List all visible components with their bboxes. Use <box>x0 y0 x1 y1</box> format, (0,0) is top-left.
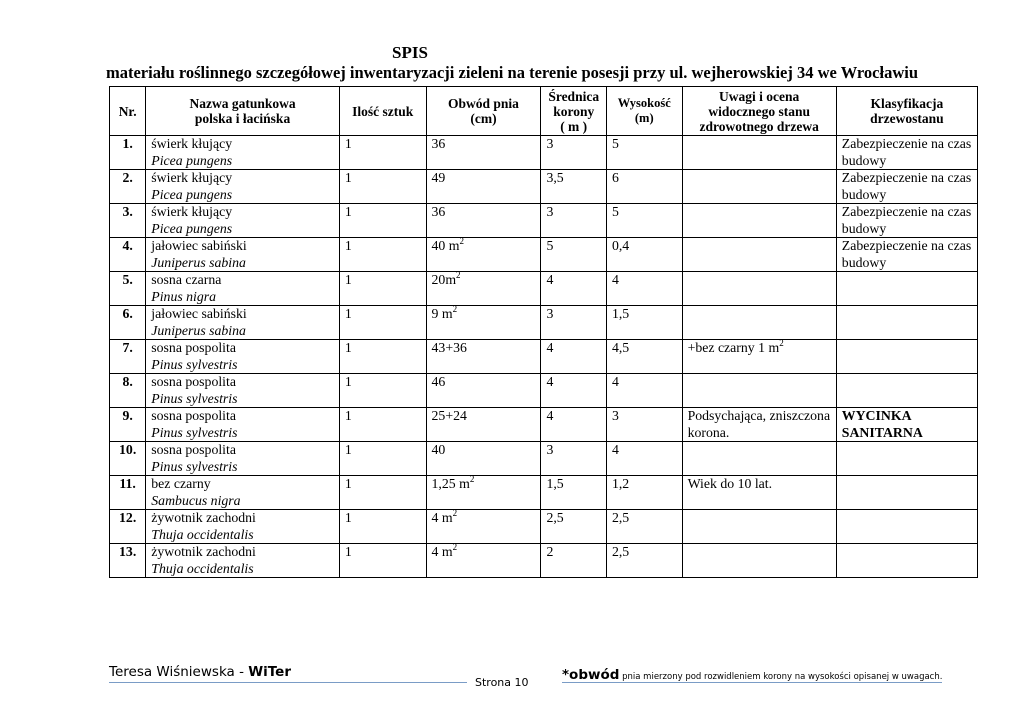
species-latin-name: Pinus sylvestris <box>151 356 238 372</box>
species-latin-name: Juniperus sabina <box>151 254 246 270</box>
trunk-circumference <box>426 544 541 578</box>
health-notes <box>682 476 836 510</box>
species-latin-name: Picea pungens <box>151 186 233 202</box>
quantity: 1 <box>339 442 426 476</box>
species-polish-name: świerk kłujący <box>151 204 233 219</box>
trunk-circumference <box>426 136 541 170</box>
species-name <box>146 136 340 170</box>
table-row <box>110 374 978 408</box>
circumference-value: 40 m <box>431 238 460 253</box>
header-crown-diameter: Średnica korony ( m ) <box>541 87 607 136</box>
row-number: 13. <box>110 544 146 578</box>
footer-author <box>109 664 291 680</box>
header-height: Wysokość (m) <box>606 87 682 136</box>
circumference-unit-exponent: 2 <box>459 237 464 246</box>
row-number: 8. <box>110 374 146 408</box>
header-classification: Klasyfikacja drzewostanu <box>836 87 977 136</box>
table-row <box>110 136 978 170</box>
health-notes <box>682 340 836 374</box>
species-name <box>146 408 340 442</box>
circumference-unit-exponent: 2 <box>452 509 458 518</box>
quantity: 1 <box>339 238 426 272</box>
row-number: 4. <box>110 238 146 272</box>
notes-text: Podsychająca, zniszczona korona. <box>687 408 831 440</box>
health-notes <box>682 510 836 544</box>
crown-diameter: 1,5 <box>541 476 607 510</box>
species-polish-name: sosna czarna <box>151 272 222 287</box>
circumference-value: 4 m <box>431 544 453 559</box>
notes-unit-exponent: 2 <box>779 339 784 348</box>
species-name <box>146 510 340 544</box>
author-name: Teresa Wiśniewska - <box>109 664 249 680</box>
document-subtitle: materiału roślinnego szczegółowej inwentaryzacji zieleni na terenie posesji przy ul. wejherowskiej 34 we Wrocławiu <box>105 63 919 82</box>
circumference-value: 1,25 m <box>431 476 470 491</box>
health-notes <box>682 408 836 442</box>
crown-diameter: 3 <box>541 136 607 170</box>
health-notes <box>682 306 836 340</box>
circumference-unit-exponent: 2 <box>469 475 475 484</box>
header-species-name: Nazwa gatunkowa polska i łacińska <box>146 87 340 136</box>
row-number: 11. <box>110 476 146 510</box>
tree-height: 5 <box>606 204 682 238</box>
species-name <box>146 544 340 578</box>
quantity: 1 <box>339 136 426 170</box>
crown-diameter: 3 <box>541 442 607 476</box>
notes-text: +bez czarny 1 m <box>687 340 780 355</box>
tree-height: 2,5 <box>606 510 682 544</box>
quantity: 1 <box>339 204 426 238</box>
crown-diameter: 5 <box>541 238 607 272</box>
circumference-value: 20m <box>431 272 457 287</box>
tree-height: 4 <box>606 272 682 306</box>
crown-diameter: 3 <box>541 204 607 238</box>
circumference-value: 36 <box>431 136 446 151</box>
tree-height: 5 <box>606 136 682 170</box>
species-name <box>146 476 340 510</box>
header-quantity: Ilość sztuk <box>339 87 426 136</box>
circumference-value: 46 <box>431 374 446 389</box>
species-latin-name: Pinus sylvestris <box>151 458 238 474</box>
tree-height: 0,4 <box>606 238 682 272</box>
footnote-divider <box>562 682 942 683</box>
trunk-circumference <box>426 442 541 476</box>
circumference-value: 49 <box>431 170 446 185</box>
quantity: 1 <box>339 306 426 340</box>
health-notes <box>682 136 836 170</box>
classification <box>836 306 977 340</box>
species-name <box>146 204 340 238</box>
circumference-value: 43+36 <box>431 340 467 355</box>
row-number: 6. <box>110 306 146 340</box>
health-notes <box>682 374 836 408</box>
classification <box>836 476 977 510</box>
circumference-value: 4 m <box>431 510 453 525</box>
species-polish-name: bez czarny <box>151 476 211 491</box>
quantity: 1 <box>339 510 426 544</box>
trunk-circumference <box>426 170 541 204</box>
health-notes <box>682 544 836 578</box>
table-row <box>110 510 978 544</box>
page-number: Strona 10 <box>475 676 529 689</box>
health-notes <box>682 442 836 476</box>
classification <box>836 374 977 408</box>
species-polish-name: sosna pospolita <box>151 442 236 457</box>
row-number: 10. <box>110 442 146 476</box>
crown-diameter: 3,5 <box>541 170 607 204</box>
trunk-circumference <box>426 510 541 544</box>
circumference-value: 25+24 <box>431 408 467 423</box>
header-notes: Uwagi i ocena widocznego stanu zdrowotnego drzewa <box>682 87 836 136</box>
trunk-circumference <box>426 340 541 374</box>
species-polish-name: świerk kłujący <box>151 170 233 185</box>
trunk-circumference <box>426 306 541 340</box>
table-row <box>110 170 978 204</box>
species-name <box>146 340 340 374</box>
circumference-value: 40 <box>431 442 446 457</box>
trunk-circumference <box>426 374 541 408</box>
quantity: 1 <box>339 408 426 442</box>
table-row <box>110 204 978 238</box>
species-polish-name: żywotnik zachodni <box>151 544 256 559</box>
species-latin-name: Juniperus sabina <box>151 322 246 338</box>
species-latin-name: Thuja occidentalis <box>151 526 254 542</box>
classification: WYCINKA SANITARNA <box>836 408 977 442</box>
quantity: 1 <box>339 170 426 204</box>
species-latin-name: Thuja occidentalis <box>151 560 254 576</box>
classification: Zabezpieczenie na czas budowy <box>836 170 977 204</box>
classification <box>836 510 977 544</box>
trunk-circumference <box>426 408 541 442</box>
row-number: 3. <box>110 204 146 238</box>
health-notes <box>682 204 836 238</box>
tree-height: 3 <box>606 408 682 442</box>
species-polish-name: sosna pospolita <box>151 374 236 389</box>
classification: Zabezpieczenie na czas budowy <box>836 238 977 272</box>
crown-diameter: 4 <box>541 272 607 306</box>
trunk-circumference <box>426 272 541 306</box>
table-row <box>110 476 978 510</box>
circumference-unit-exponent: 2 <box>452 543 458 552</box>
species-polish-name: żywotnik zachodni <box>151 510 256 525</box>
health-notes <box>682 272 836 306</box>
footnote-term: *obwód <box>562 667 620 683</box>
table-row <box>110 544 978 578</box>
row-number: 7. <box>110 340 146 374</box>
classification <box>836 544 977 578</box>
species-latin-name: Pinus sylvestris <box>151 424 238 440</box>
tree-height: 1,2 <box>606 476 682 510</box>
species-name <box>146 238 340 272</box>
species-latin-name: Pinus nigra <box>151 288 217 304</box>
row-number: 1. <box>110 136 146 170</box>
classification: Zabezpieczenie na czas budowy <box>836 204 977 238</box>
header-trunk-circumference: Obwód pnia (cm) <box>426 87 541 136</box>
quantity: 1 <box>339 476 426 510</box>
crown-diameter: 4 <box>541 408 607 442</box>
tree-height: 1,5 <box>606 306 682 340</box>
trunk-circumference <box>426 238 541 272</box>
table-header-row <box>110 87 978 136</box>
crown-diameter: 4 <box>541 340 607 374</box>
classification <box>836 340 977 374</box>
footnote-text: pnia mierzony pod rozwidleniem korony na wysokości opisanej w uwagach. <box>619 672 943 682</box>
species-name <box>146 306 340 340</box>
species-polish-name: świerk kłujący <box>151 136 233 151</box>
classification <box>836 272 977 306</box>
circumference-value: 9 m <box>431 306 453 321</box>
species-polish-name: sosna pospolita <box>151 340 236 355</box>
table-row <box>110 442 978 476</box>
crown-diameter: 4 <box>541 374 607 408</box>
author-brand: WiTer <box>248 664 291 680</box>
quantity: 1 <box>339 340 426 374</box>
trunk-circumference <box>426 476 541 510</box>
table-row <box>110 408 978 442</box>
species-latin-name: Picea pungens <box>151 220 233 236</box>
classification <box>836 442 977 476</box>
species-polish-name: sosna pospolita <box>151 408 236 423</box>
species-name <box>146 442 340 476</box>
circumference-unit-exponent: 2 <box>456 271 461 280</box>
table-row <box>110 238 978 272</box>
species-latin-name: Pinus sylvestris <box>151 390 238 406</box>
footer-divider <box>109 682 467 683</box>
row-number: 9. <box>110 408 146 442</box>
trunk-circumference <box>426 204 541 238</box>
table-row <box>110 272 978 306</box>
tree-height: 4 <box>606 442 682 476</box>
row-number: 2. <box>110 170 146 204</box>
crown-diameter: 3 <box>541 306 607 340</box>
species-name <box>146 374 340 408</box>
tree-height: 2,5 <box>606 544 682 578</box>
species-latin-name: Sambucus nigra <box>151 492 241 508</box>
tree-height: 4,5 <box>606 340 682 374</box>
crown-diameter: 2,5 <box>541 510 607 544</box>
row-number: 12. <box>110 510 146 544</box>
quantity: 1 <box>339 272 426 306</box>
quantity: 1 <box>339 374 426 408</box>
circumference-unit-exponent: 2 <box>452 305 458 314</box>
species-name <box>146 170 340 204</box>
health-notes <box>682 170 836 204</box>
table-row <box>110 340 978 374</box>
notes-text: Wiek do 10 lat. <box>687 476 773 491</box>
row-number: 5. <box>110 272 146 306</box>
classification: Zabezpieczenie na czas budowy <box>836 136 977 170</box>
circumference-value: 36 <box>431 204 446 219</box>
species-latin-name: Picea pungens <box>151 152 233 168</box>
header-nr: Nr. <box>110 87 146 136</box>
crown-diameter: 2 <box>541 544 607 578</box>
species-polish-name: jałowiec sabiński <box>151 306 247 321</box>
table-row <box>110 306 978 340</box>
health-notes <box>682 238 836 272</box>
tree-height: 6 <box>606 170 682 204</box>
inventory-table <box>109 86 978 578</box>
document-title: SPIS <box>392 43 428 62</box>
quantity: 1 <box>339 544 426 578</box>
tree-height: 4 <box>606 374 682 408</box>
species-polish-name: jałowiec sabiński <box>151 238 247 253</box>
species-name <box>146 272 340 306</box>
footnote <box>562 664 942 683</box>
